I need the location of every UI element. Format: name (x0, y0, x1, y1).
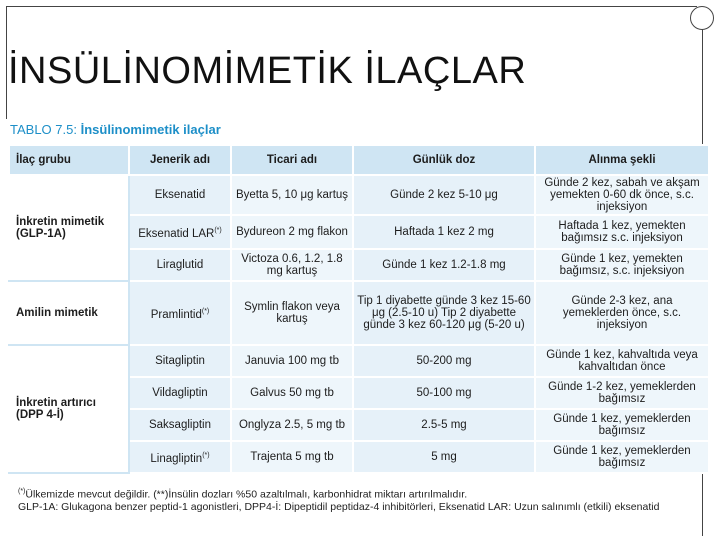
generic-cell: Eksenatid LAR(*) (129, 215, 231, 249)
table-caption (10, 122, 221, 137)
table-caption-title: İnsülinomimetik ilaçlar (80, 122, 221, 137)
dose-cell: 5 mg (353, 441, 535, 473)
table-row (9, 345, 709, 377)
dose-cell: 2.5-5 mg (353, 409, 535, 441)
brand-cell: Trajenta 5 mg tb (231, 441, 353, 473)
brand-cell: Victoza 0.6, 1.2, 1.8 mg kartuş (231, 249, 353, 281)
table-caption-prefix: TABLO 7.5: (10, 122, 77, 137)
footnote-line-1: (*)Ülkemizde mevcut değildir. (**)İnsülin dozları %50 azaltılmalı, karbonhidrat miktarı artırılmalıdır. (18, 488, 468, 501)
usage-cell: Günde 1 kez, yemeklerden bağımsız (535, 409, 709, 441)
usage-cell: Haftada 1 kez, yemekten bağımsız s.c. injeksiyon (535, 215, 709, 249)
usage-cell: Günde 1 kez, yemekten bağımsız, s.c. injeksiyon (535, 249, 709, 281)
generic-cell: Linagliptin(*) (129, 441, 231, 473)
slide-title: İNSÜLİNOMİMETİK İLAÇLAR (8, 50, 527, 92)
brand-cell: Galvus 50 mg tb (231, 377, 353, 409)
brand-cell: Bydureon 2 mg flakon (231, 215, 353, 249)
dose-cell: Tip 1 diyabette günde 3 kez 15-60 μg (2.5-10 u) Tip 2 diyabette günde 3 kez 60-120 μg (5-20 u) (353, 281, 535, 345)
table-footnotes (18, 486, 708, 514)
header-brand-name: Ticari adı (231, 145, 353, 175)
usage-cell: Günde 1 kez, yemeklerden bağımsız (535, 441, 709, 473)
header-daily-dose: Günlük doz (353, 145, 535, 175)
dose-cell: 50-100 mg (353, 377, 535, 409)
drug-table-container (8, 144, 708, 474)
group-cell: İnkretin artırıcı (DPP 4-İ) (9, 345, 129, 473)
header-usage: Alınma şekli (535, 145, 709, 175)
generic-cell: Pramlintid(*) (129, 281, 231, 345)
brand-cell: Onglyza 2.5, 5 mg tb (231, 409, 353, 441)
brand-cell: Byetta 5, 10 μg kartuş (231, 175, 353, 215)
dose-cell: 50-200 mg (353, 345, 535, 377)
page-curl-decoration (690, 6, 714, 30)
usage-cell: Günde 1 kez, kahvaltıda veya kahvaltıdan önce (535, 345, 709, 377)
group-cell: Amilin mimetik (9, 281, 129, 345)
header-generic-name: Jenerik adı (129, 145, 231, 175)
drug-table (8, 144, 710, 474)
usage-cell: Günde 2 kez, sabah ve akşam yemekten 0-60 dk önce, s.c. injeksiyon (535, 175, 709, 215)
table-row (9, 175, 709, 215)
table-header-row (9, 145, 709, 175)
brand-cell: Januvia 100 mg tb (231, 345, 353, 377)
generic-cell: Saksagliptin (129, 409, 231, 441)
brand-cell: Symlin flakon veya kartuş (231, 281, 353, 345)
header-drug-group: İlaç grubu (9, 145, 129, 175)
generic-cell: Eksenatid (129, 175, 231, 215)
group-cell: İnkretin mimetik (GLP-1A) (9, 175, 129, 281)
generic-cell: Vildagliptin (129, 377, 231, 409)
dose-cell: Günde 2 kez 5-10 μg (353, 175, 535, 215)
dose-cell: Günde 1 kez 1.2-1.8 mg (353, 249, 535, 281)
footnote-line-2: GLP-1A: Glukagona benzer peptid-1 agonistleri, DPP4-İ: Dipeptidil peptidaz-4 inhibitörleri, Eksenatid LAR: Uzun salınımlı (etkili) eksenatid (18, 501, 660, 513)
generic-cell: Liraglutid (129, 249, 231, 281)
dose-cell: Haftada 1 kez 2 mg (353, 215, 535, 249)
usage-cell: Günde 1-2 kez, yemeklerden bağımsız (535, 377, 709, 409)
usage-cell: Günde 2-3 kez, ana yemeklerden önce, s.c. injeksiyon (535, 281, 709, 345)
table-row (9, 281, 709, 345)
generic-cell: Sitagliptin (129, 345, 231, 377)
